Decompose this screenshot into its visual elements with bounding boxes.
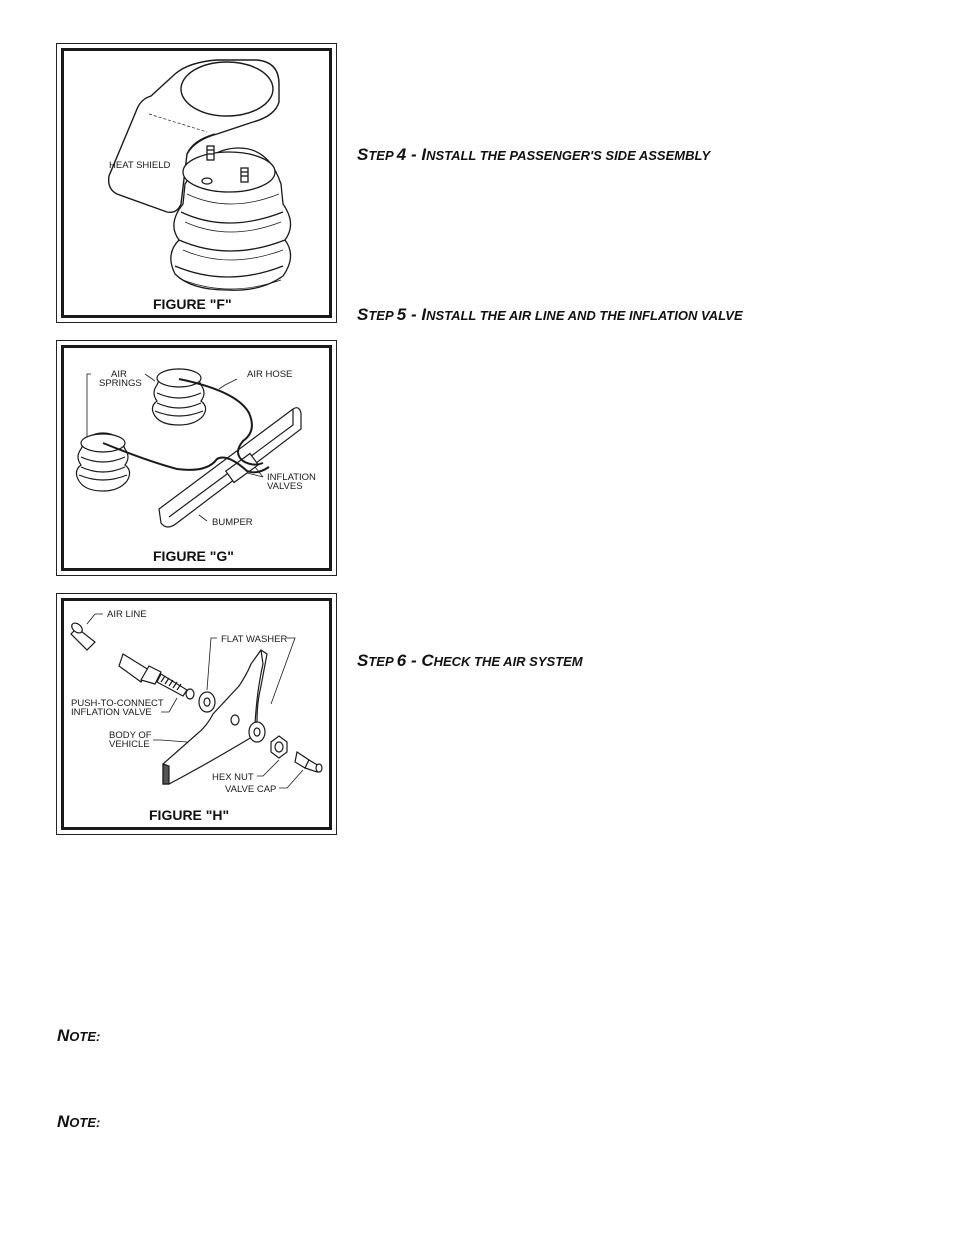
air-hose-label: AIR HOSE	[247, 369, 293, 380]
figure-f	[56, 43, 337, 323]
air-springs-label-2: SPRINGS	[99, 378, 142, 389]
air-spring-drawing	[171, 146, 291, 290]
figure-h	[56, 593, 337, 835]
body-of-vehicle-drawing	[163, 650, 267, 784]
hex-nut-label: HEX NUT	[212, 772, 254, 783]
figure-g-caption: FIGURE "G"	[153, 548, 234, 564]
push-to-connect-valve-drawing	[119, 654, 194, 699]
flat-washer-label: FLAT WASHER	[221, 634, 288, 645]
body-of-vehicle-label-1: BODY OF	[109, 730, 152, 741]
push-to-connect-label-2: INFLATION VALVE	[71, 707, 152, 718]
valve-cap-drawing	[295, 752, 322, 772]
step-5-heading: STEP 5 - INSTALL THE AIR LINE AND THE INFLATION VALVE	[357, 305, 743, 324]
air-springs-label-1: AIR	[111, 369, 127, 380]
note-1: NOTE:	[57, 1026, 101, 1045]
note-2: NOTE:	[57, 1112, 101, 1131]
air-line-drawing	[70, 621, 95, 650]
bumper-label: BUMPER	[212, 517, 253, 528]
inflation-valves-label-2: VALVES	[267, 481, 303, 492]
figure-f-caption: FIGURE "F"	[153, 296, 232, 312]
valve-cap-label: VALVE CAP	[225, 784, 277, 795]
push-to-connect-label-1: PUSH-TO-CONNECT	[71, 698, 164, 709]
figure-h-caption: FIGURE "H"	[149, 807, 230, 823]
heat-shield-label: HEAT SHIELD	[109, 160, 171, 171]
figure-f-drawing	[57, 44, 338, 324]
figure-g	[56, 340, 337, 576]
air-line-label: AIR LINE	[107, 609, 147, 620]
inflation-valves-label-1: INFLATION	[267, 472, 316, 483]
air-spring-lower	[76, 433, 129, 491]
body-of-vehicle-label-2: VEHICLE	[109, 739, 150, 750]
air-spring-upper	[152, 369, 205, 425]
step-6-heading: STEP 6 - CHECK THE AIR SYSTEM	[357, 651, 583, 670]
figure-g-drawing	[57, 341, 338, 577]
figure-h-drawing	[57, 594, 338, 836]
step-4-heading: STEP 4 - INSTALL THE PASSENGER'S SIDE ASSEMBLY	[357, 145, 711, 164]
